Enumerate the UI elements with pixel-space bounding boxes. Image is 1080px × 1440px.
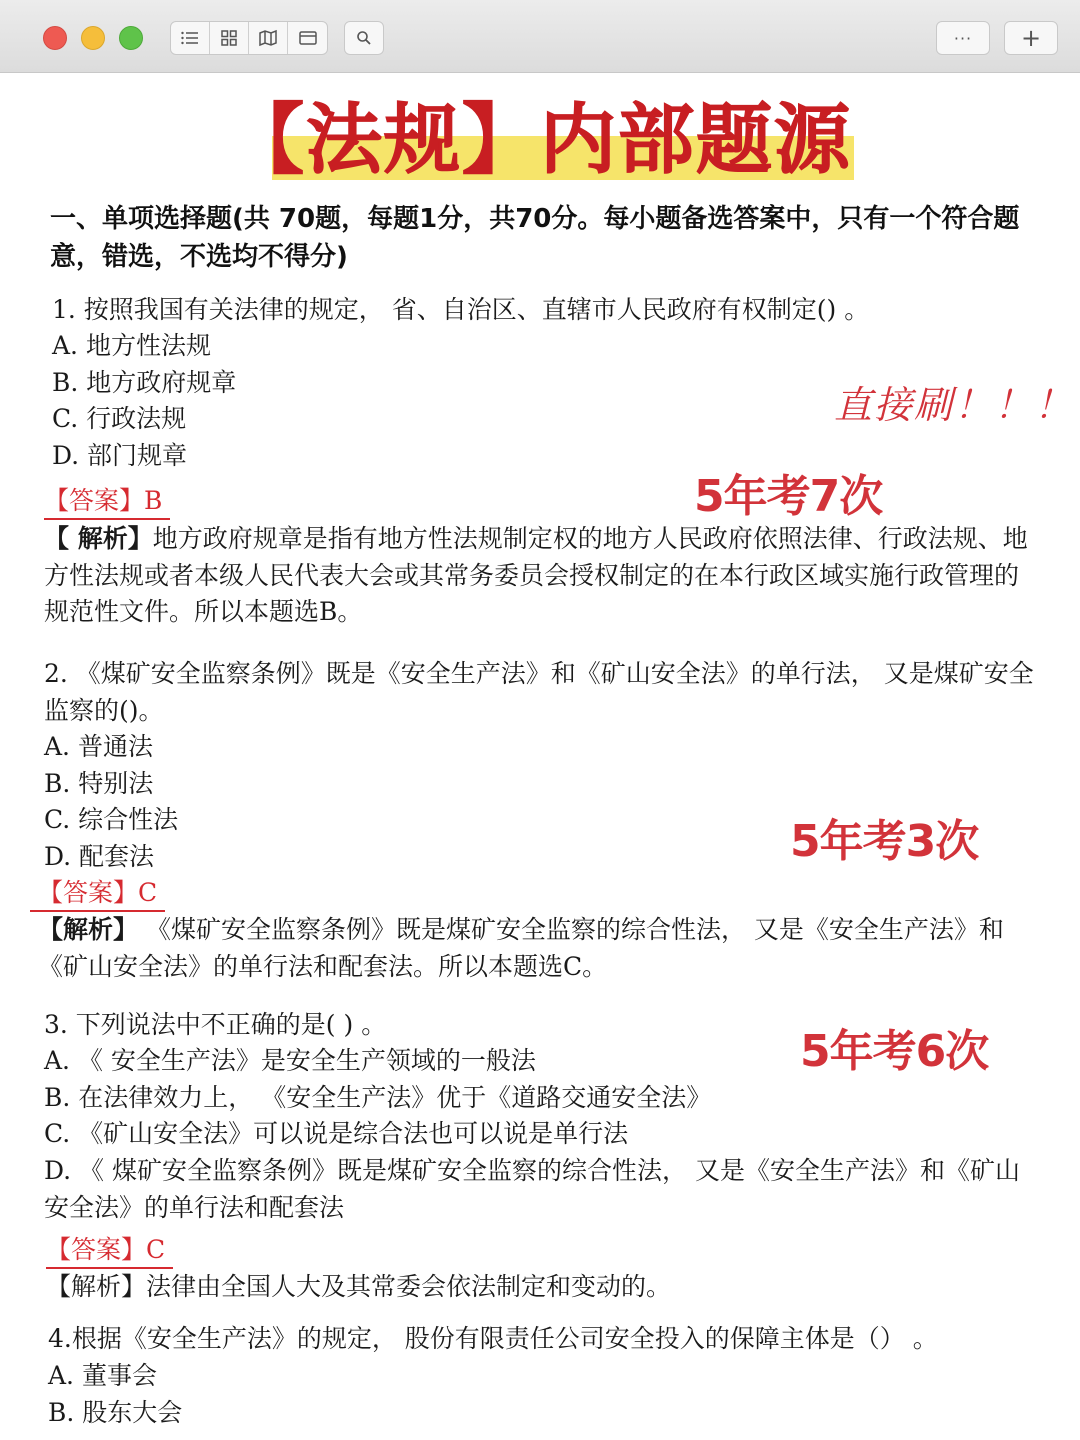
add-button[interactable] <box>1004 21 1058 55</box>
question-3-option-b: B. 在法律效力上， 《安全生产法》优于《道路交通安全法》 <box>44 1083 712 1112</box>
question-2-option-b: B. 特别法 <box>44 769 154 798</box>
view-mode-group <box>170 21 328 55</box>
question-3-option-d: D. 《 煤矿安全监察条例》既是煤矿安全监察的综合性法， 又是《安全生产法》和《矿山安全法》的单行法和配套法 <box>44 1156 1020 1222</box>
question-4-option-a: A. 董事会 <box>48 1361 157 1390</box>
analysis-text: 地方政府规章是指有地方性法规制定权的地方人民政府依照法律、行政法规、地方性法规或者本级人民代表大会或其常务委员会授权制定的在本行政区域实施行政管理的规范性文件。所以本题选B。 <box>44 524 1028 626</box>
more-button[interactable] <box>936 21 990 55</box>
analysis-label: 【解析】 <box>38 915 139 944</box>
window-view-button[interactable] <box>288 22 327 54</box>
list-view-button[interactable] <box>171 22 210 54</box>
document-title-block <box>0 92 1080 192</box>
analysis-label: 【 解析】 <box>44 524 153 553</box>
map-icon <box>258 29 278 47</box>
grid-view-button[interactable] <box>210 22 249 54</box>
map-view-button[interactable] <box>249 22 288 54</box>
search-button[interactable] <box>344 21 384 55</box>
grid-icon <box>220 29 238 47</box>
question-3-stem: 3. 下列说法中不正确的是( ) 。 <box>44 1010 387 1039</box>
question-2-answer: 【答案】C <box>30 876 165 912</box>
minimize-window-button[interactable] <box>81 26 105 50</box>
window-titlebar <box>0 0 1080 73</box>
question-1-option-c: C. 行政法规 <box>52 404 187 433</box>
document-title: 【法规】内部题源 <box>228 95 852 184</box>
window-icon <box>298 30 318 46</box>
question-2-analysis <box>38 912 1042 985</box>
question-3-option-a: A. 《 安全生产法》是安全生产领域的一般法 <box>44 1046 536 1075</box>
question-2-option-d: D. 配套法 <box>44 842 155 871</box>
question-1-option-a: A. 地方性法规 <box>52 331 211 360</box>
question-2-stem: 2. 《煤矿安全监察条例》既是《安全生产法》和《矿山安全法》的单行法， 又是煤矿安全监察的()。 <box>44 659 1034 725</box>
analysis-label: 【解析】 <box>46 1272 147 1301</box>
search-icon <box>356 30 372 46</box>
question-4-stem: 4.根据《安全生产法》的规定， 股份有限责任公司安全投入的保障主体是（） 。 <box>48 1324 938 1353</box>
question-2-option-c: C. 综合性法 <box>44 805 179 834</box>
question-2-frequency-note: 5年考3次 <box>790 816 979 867</box>
analysis-text: 法律由全国人大及其常委会依法制定和变动的。 <box>146 1272 672 1301</box>
question-2-option-a: A. 普通法 <box>44 732 153 761</box>
more-icon: ··· <box>953 28 973 48</box>
zoom-window-button[interactable] <box>119 26 143 50</box>
question-3-option-c: C. 《矿山安全法》可以说是综合法也可以说是单行法 <box>44 1119 629 1148</box>
question-1-analysis <box>44 521 1040 631</box>
question-1-option-b: B. 地方政府规章 <box>52 368 237 397</box>
section-heading: 一、单项选择题(共 70题，每题1分，共70分。每小题备选答案中，只有一个符合题意，错选，不选均不得分) <box>50 204 1020 272</box>
question-3-frequency-note: 5年考6次 <box>800 1026 989 1077</box>
question-1-stem: 1. 按照我国有关法律的规定， 省、自治区、直辖市人民政府有权制定() 。 <box>52 295 870 324</box>
question-4-option-b: B. 股东大会 <box>48 1398 183 1427</box>
analysis-text: 《煤矿安全监察条例》既是煤矿安全监察的综合性法， 又是《安全生产法》和《矿山安全法》的单行法和配套法。所以本题选C。 <box>38 915 1004 981</box>
question-3-answer: 【答案】C <box>46 1233 173 1269</box>
list-icon <box>180 30 200 46</box>
question-1-frequency-note: 5年考7次 <box>694 471 883 522</box>
question-3-analysis <box>46 1269 671 1305</box>
question-1-answer: 【答案】B <box>44 484 170 520</box>
close-window-button[interactable] <box>43 26 67 50</box>
slogan-note: 直接刷！！！ <box>834 383 1075 427</box>
question-1-option-d: D. 部门规章 <box>52 441 188 470</box>
plus-icon: + <box>1020 24 1042 52</box>
